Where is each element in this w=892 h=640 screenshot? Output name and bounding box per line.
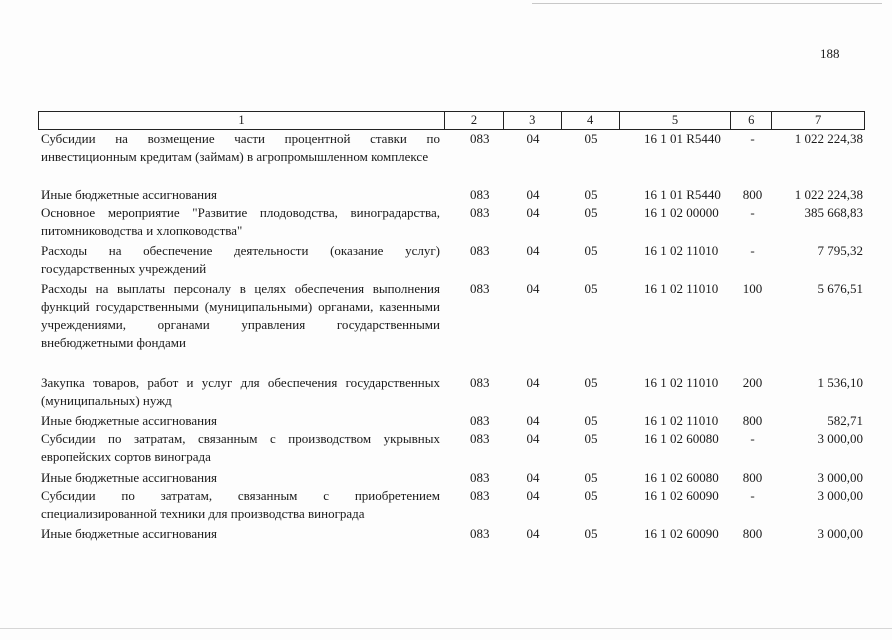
row-sum: 3 000,00 — [817, 431, 863, 446]
table-row — [38, 204, 865, 242]
row-csr: 16 1 02 60080 — [644, 470, 719, 485]
header-col-4: 4 — [562, 112, 620, 129]
row-pr: 05 — [584, 431, 598, 446]
row-rz: 04 — [526, 187, 540, 202]
table-row — [38, 280, 865, 374]
row-rz: 04 — [526, 470, 540, 485]
row-name: Субсидии по затратам, связанным с приобретением специализированной техники для производства винограда — [41, 488, 440, 521]
row-name: Расходы на обеспечение деятельности (оказание услуг) государственных учреждений — [41, 243, 440, 276]
row-sum: 5 676,51 — [817, 281, 863, 296]
row-ved: 083 — [470, 205, 490, 220]
scan-artifact-line — [532, 3, 882, 4]
table-header-row — [38, 111, 865, 130]
header-col-3: 3 — [504, 112, 562, 129]
header-col-6: 6 — [731, 112, 772, 129]
row-name: Субсидии по затратам, связанным с производством укрывных европейских сортов винограда — [41, 431, 440, 464]
header-col-2: 2 — [445, 112, 504, 129]
table-row — [38, 430, 865, 469]
row-pr: 05 — [584, 131, 598, 146]
row-csr: 16 1 02 00000 — [644, 205, 719, 220]
page-number: 188 — [820, 46, 840, 61]
row-vr: 100 — [742, 281, 763, 296]
row-vr: - — [750, 431, 755, 446]
row-csr: 16 1 02 60080 — [644, 431, 719, 446]
row-ved: 083 — [470, 187, 490, 202]
row-name: Основное мероприятие "Развитие плодоводства, виноградарства, питомниководства и хлопководства" — [41, 205, 440, 238]
row-ved: 083 — [470, 243, 490, 258]
budget-table — [38, 111, 865, 543]
row-rz: 04 — [526, 431, 540, 446]
table-row — [38, 374, 865, 412]
row-name: Иные бюджетные ассигнования — [41, 470, 218, 485]
row-pr: 05 — [584, 187, 598, 202]
row-name: Субсидии на возмещение части процентной ставки по инвестиционным кредитам (займам) в агропромышленном комплексе — [41, 131, 440, 164]
row-name: Иные бюджетные ассигнования — [41, 413, 218, 428]
row-ved: 083 — [470, 281, 490, 296]
table-row — [38, 469, 865, 487]
table-row — [38, 186, 865, 204]
row-rz: 04 — [526, 243, 540, 258]
row-vr: 800 — [742, 413, 763, 428]
row-sum: 3 000,00 — [817, 526, 863, 541]
row-vr: 800 — [742, 187, 763, 202]
row-pr: 05 — [584, 375, 598, 390]
row-vr: 200 — [742, 375, 763, 390]
row-pr: 05 — [584, 488, 598, 503]
row-ved: 083 — [470, 470, 490, 485]
row-sum: 3 000,00 — [817, 488, 863, 503]
row-ved: 083 — [470, 431, 490, 446]
row-name: Закупка товаров, работ и услуг для обеспечения государственных (муниципальных) нужд — [41, 375, 440, 408]
row-rz: 04 — [526, 375, 540, 390]
header-col-5: 5 — [620, 112, 732, 129]
row-rz: 04 — [526, 281, 540, 296]
row-rz: 04 — [526, 205, 540, 220]
row-rz: 04 — [526, 526, 540, 541]
row-sum: 3 000,00 — [817, 470, 863, 485]
row-rz: 04 — [526, 488, 540, 503]
row-pr: 05 — [584, 243, 598, 258]
row-pr: 05 — [584, 526, 598, 541]
row-vr: - — [750, 205, 755, 220]
row-sum: 582,71 — [827, 413, 863, 428]
row-vr: 800 — [742, 470, 763, 485]
header-col-1: 1 — [39, 112, 445, 129]
row-ved: 083 — [470, 131, 490, 146]
header-col-7: 7 — [815, 113, 822, 127]
row-rz: 04 — [526, 413, 540, 428]
row-sum: 1 022 224,38 — [794, 131, 863, 146]
row-ved: 083 — [470, 375, 490, 390]
row-name: Иные бюджетные ассигнования — [41, 526, 218, 541]
table-row — [38, 487, 865, 525]
row-ved: 083 — [470, 488, 490, 503]
row-pr: 05 — [584, 470, 598, 485]
row-csr: 16 1 02 11010 — [644, 243, 719, 258]
row-sum: 385 668,83 — [804, 205, 863, 220]
table-row — [38, 242, 865, 280]
row-name: Иные бюджетные ассигнования — [41, 187, 218, 202]
row-sum: 1 536,10 — [817, 375, 863, 390]
row-vr: 800 — [742, 526, 763, 541]
row-vr: - — [750, 243, 755, 258]
row-sum: 7 795,32 — [817, 243, 863, 258]
row-csr: 16 1 02 60090 — [644, 488, 719, 503]
row-name: Расходы на выплаты персоналу в целях обеспечения выполнения функций государственными (муниципальными) органами, казенными учреждениями, органами управления государственными внебюджетными фондами — [41, 281, 440, 350]
row-vr: - — [750, 131, 755, 146]
row-ved: 083 — [470, 526, 490, 541]
table-row — [38, 130, 865, 186]
row-csr: 16 1 02 60090 — [644, 526, 719, 541]
row-csr: 16 1 02 11010 — [644, 413, 719, 428]
row-pr: 05 — [584, 281, 598, 296]
scan-artifact-line — [0, 628, 892, 629]
row-ved: 083 — [470, 413, 490, 428]
table-row — [38, 412, 865, 430]
row-pr: 05 — [584, 413, 598, 428]
row-csr: 16 1 01 R5440 — [644, 131, 721, 146]
row-sum: 1 022 224,38 — [794, 187, 863, 202]
row-rz: 04 — [526, 131, 540, 146]
row-csr: 16 1 01 R5440 — [644, 187, 721, 202]
table-row — [38, 525, 865, 543]
row-csr: 16 1 02 11010 — [644, 281, 719, 296]
row-vr: - — [750, 488, 755, 503]
row-pr: 05 — [584, 205, 598, 220]
row-csr: 16 1 02 11010 — [644, 375, 719, 390]
